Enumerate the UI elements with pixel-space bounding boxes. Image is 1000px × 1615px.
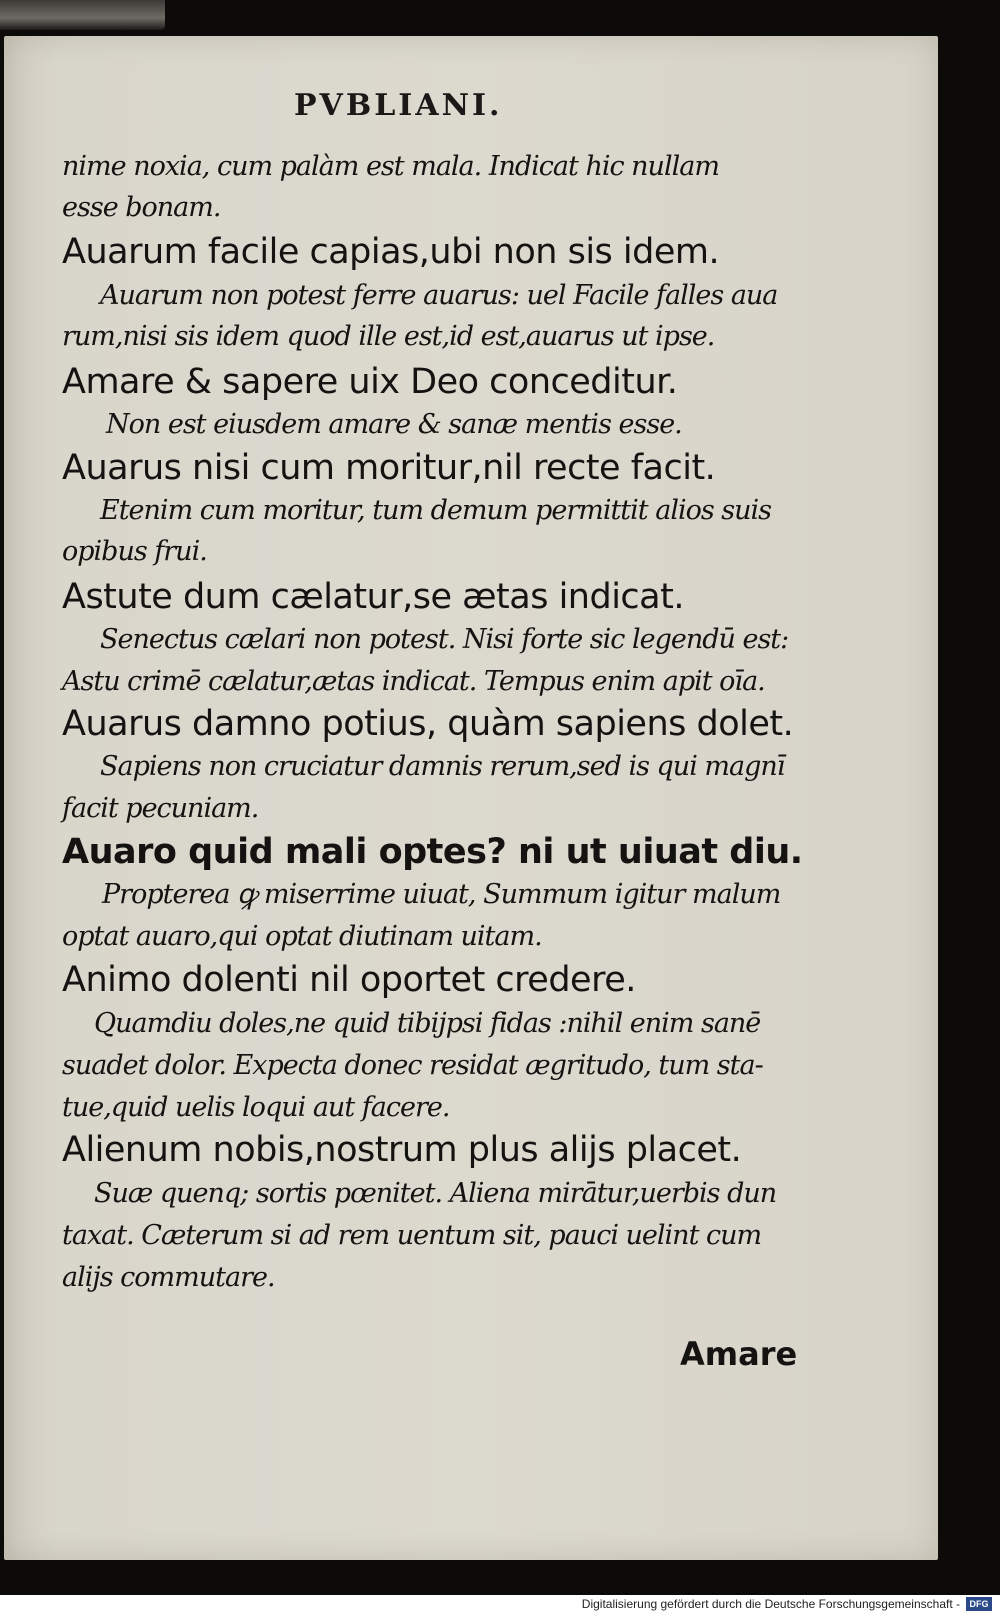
text-line: optat auaro,qui optat diutinam uitam.	[62, 921, 542, 952]
text-line: Astu crimē cælatur,ætas indicat. Tempus enim apit oīa.	[62, 666, 765, 697]
text-line: alijs commutare.	[62, 1262, 275, 1293]
lemma-line: Auarus nisi cum moritur,nil recte facit.	[62, 448, 716, 488]
text-line: Auarum non potest ferre auarus: uel Facile falles aua	[100, 280, 778, 311]
running-header: PVBLIANI.	[294, 88, 503, 123]
lemma-line: Amare & sapere uix Deo conceditur.	[62, 362, 678, 402]
text-line: opibus frui.	[62, 536, 207, 567]
text-line: Quamdiu doles,ne quid tibijpsi fidas :nihil enim sanē	[94, 1008, 761, 1039]
text-line: tue,quid uelis loqui aut facere.	[62, 1092, 450, 1123]
text-line: esse bonam.	[62, 192, 221, 223]
text-line: Suæ quenq; sortis pœnitet. Aliena mirātur,uerbis dun	[94, 1178, 777, 1209]
text-line: nime noxia, cum palàm est mala. Indicat hic nullam	[62, 151, 719, 182]
page-edge	[0, 0, 165, 30]
footer	[0, 1595, 1000, 1615]
text-line: rum,nisi sis idem quod ille est,id est,auarus ut ipse.	[62, 321, 715, 352]
lemma-line: Animo dolenti nil oportet credere.	[62, 960, 636, 1000]
text-line: Senectus cælari non potest. Nisi forte sic legendū est:	[100, 624, 789, 655]
text-line: facit pecuniam.	[62, 793, 259, 824]
text-line: Propterea ꝙ miserrime uiuat, Summum igitur malum	[102, 879, 781, 910]
dfg-logo: DFG	[966, 1597, 992, 1611]
text-line: suadet dolor. Expecta donec residat ægritudo, tum sta-	[62, 1050, 763, 1081]
text-line: Sapiens non cruciatur damnis rerum,sed is qui magnī	[100, 751, 785, 782]
lemma-line: Auaro quid mali optes? ni ut uiuat diu.	[62, 832, 803, 872]
lemma-line: Alienum nobis,nostrum plus alijs placet.	[62, 1130, 742, 1170]
lemma-line: Auarus damno potius, quàm sapiens dolet.	[62, 704, 794, 744]
lemma-line: Astute dum cælatur,se ætas indicat.	[62, 577, 684, 617]
text-line: Non est eiusdem amare & sanæ mentis esse.	[106, 409, 682, 440]
text-line: taxat. Cæterum si ad rem uentum sit, pauci uelint cum	[62, 1220, 762, 1251]
catchword: Amare	[680, 1335, 798, 1373]
text-line: Etenim cum moritur, tum demum permittit alios suis	[100, 495, 772, 526]
digitization-credit: Digitalisierung gefördert durch die Deutsche Forschungsgemeinschaft -	[581, 1597, 960, 1611]
lemma-line: Auarum facile capias,ubi non sis idem.	[62, 232, 720, 272]
